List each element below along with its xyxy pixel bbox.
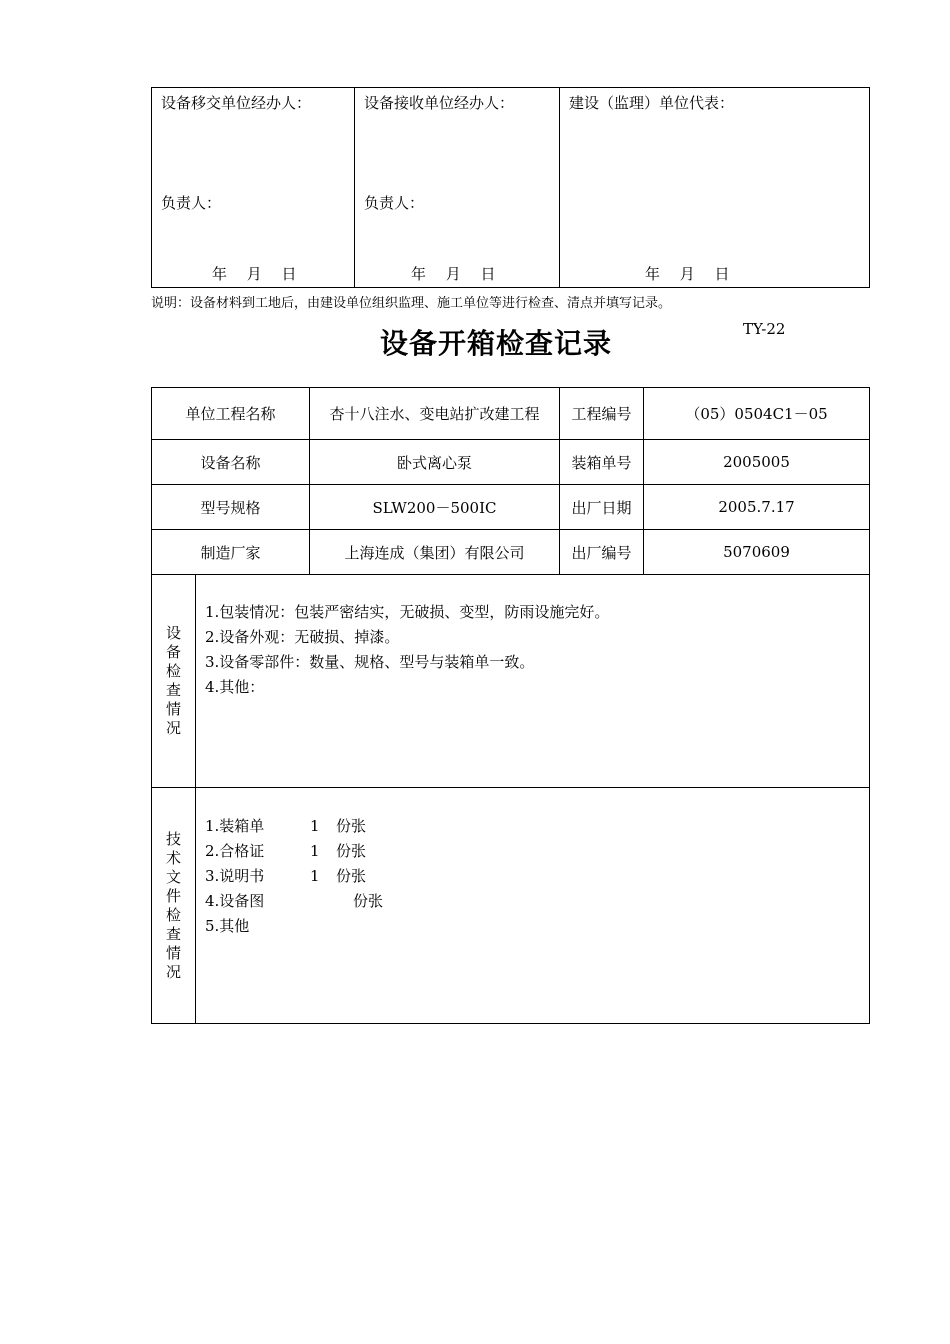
owner-rep-cell [560, 88, 870, 288]
owner-rep-label: 建设（监理）单位代表： [569, 94, 735, 112]
equipment-name-value: 卧式离心泵 [310, 440, 560, 485]
inspection-label [152, 575, 196, 788]
form-code: TY-22 [743, 320, 786, 338]
record-table [151, 387, 870, 1024]
doc-qty: 1 [310, 817, 320, 835]
list-item: 4.其他： [205, 678, 265, 696]
factory-no-label: 出厂编号 [560, 530, 644, 575]
receive-unit-cell [355, 88, 560, 288]
vertical-label-char: 设 [165, 624, 181, 642]
doc-qty: 1 [310, 842, 320, 860]
doc-qty: 1 [310, 867, 320, 885]
vertical-label-char: 检 [165, 905, 181, 924]
model-label: 型号规格 [152, 485, 310, 530]
factory-date-value: 2005.7.17 [644, 485, 870, 530]
manufacturer-value: 上海连成（集团）有限公司 [310, 530, 560, 575]
note-text: 说明：设备材料到工地后，由建设单位组织监理、施工单位等进行检查、清点并填写记录。 [151, 296, 672, 311]
table-row [152, 485, 870, 530]
receive-unit-label: 设备接收单位经办人： [364, 94, 515, 112]
manufacturer-label: 制造厂家 [152, 530, 310, 575]
list-item: 2.设备外观：无破损、掉漆。 [205, 628, 400, 646]
unit-project-value: 杏十八注水、变电站扩改建工程 [310, 388, 560, 440]
transfer-date-label: 年 月 日 [212, 265, 297, 283]
factory-date-label: 出厂日期 [560, 485, 644, 530]
project-no-value: （05）0504C1－05 [644, 388, 870, 440]
list-item: 5.其他 [205, 917, 250, 935]
owner-date-label: 年 月 日 [645, 265, 730, 283]
list-item [205, 814, 869, 839]
vertical-label-char: 术 [165, 848, 181, 867]
transfer-responsible-label: 负责人： [161, 194, 222, 212]
transfer-unit-label: 设备移交单位经办人： [161, 94, 312, 112]
signoff-table [151, 87, 870, 288]
vertical-label-char: 况 [165, 719, 181, 737]
table-row [152, 388, 870, 440]
equipment-name-label: 设备名称 [152, 440, 310, 485]
doc-name: 4.设备图 [205, 892, 265, 910]
factory-no-value: 5070609 [644, 530, 870, 575]
doc-unit: 份张 [336, 867, 367, 885]
list-item: 3.设备零部件：数量、规格、型号与装箱单一致。 [205, 653, 535, 671]
vertical-label-char: 况 [165, 962, 181, 981]
project-no-label: 工程编号 [560, 388, 644, 440]
doc-unit: 份张 [353, 892, 384, 910]
list-item [205, 864, 869, 889]
model-value: SLW200－500IC [310, 485, 560, 530]
doc-name: 3.说明书 [205, 867, 265, 885]
vertical-label-char: 检 [165, 662, 181, 680]
vertical-label-char: 件 [165, 886, 181, 905]
vertical-label-char: 查 [165, 681, 181, 699]
vertical-label-char: 备 [165, 643, 181, 661]
documents-list [196, 788, 870, 1024]
vertical-label-char: 情 [165, 700, 181, 718]
unit-project-label: 单位工程名称 [152, 388, 310, 440]
doc-name: 1.装箱单 [205, 817, 265, 835]
page-title: 设备开箱检查记录 [380, 327, 613, 360]
inspection-row [152, 575, 870, 788]
list-item [205, 889, 869, 914]
receive-date-label: 年 月 日 [411, 265, 496, 283]
vertical-label-char: 查 [165, 924, 181, 943]
list-item: 1.包装情况：包装严密结实，无破损、变型，防雨设施完好。 [205, 603, 610, 621]
vertical-label-char: 文 [165, 867, 181, 886]
packing-no-value: 2005005 [644, 440, 870, 485]
table-row [152, 440, 870, 485]
transfer-unit-cell [152, 88, 355, 288]
documents-row [152, 788, 870, 1024]
list-item [205, 839, 869, 864]
doc-unit: 份张 [336, 817, 367, 835]
doc-unit: 份张 [336, 842, 367, 860]
table-row [152, 530, 870, 575]
receive-responsible-label: 负责人： [364, 194, 425, 212]
vertical-label-char: 技 [165, 829, 181, 848]
inspection-list [196, 575, 870, 788]
vertical-label-char: 情 [165, 943, 181, 962]
packing-no-label: 装箱单号 [560, 440, 644, 485]
doc-name: 2.合格证 [205, 842, 265, 860]
documents-label [152, 788, 196, 1024]
